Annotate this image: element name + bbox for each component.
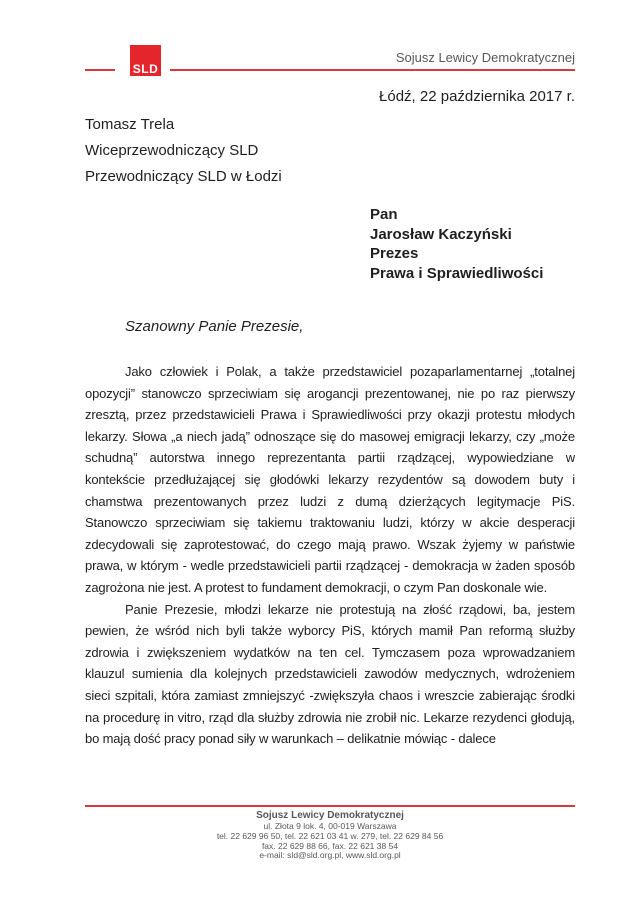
sld-logo	[130, 45, 161, 76]
recipient-block	[370, 205, 543, 283]
footer-rule	[85, 805, 575, 807]
paragraph-2: Panie Prezesie, młodzi lekarze nie protestują na złość rządowi, ba, jestem pewien, że wśród nich byli także wyborcy PiS, których mamił Pan reformą służby zdrowia i zwiększeniem wydatków na ten cel. Tymczasem poza wprowadzaniem klauzul sumienia dla kolejnych przedstawicieli zawodów medycznych, wdrożeniem sieci szpitali, która zamiast zmniejszyć -zwiększyła chaos i wreszcie zabierając środki na procedurę in vitro, rząd dla służby zdrowia nie zrobił nic. Lekarze rezydenci głodują, bo mają dość pracy ponad siły w warunkach – delikatnie mówiąc - dalece	[85, 601, 575, 747]
date-line: Łódź, 22 października 2017 r.	[379, 88, 575, 105]
paragraph-1: Jako człowiek i Polak, a także przedstawiciel pozaparlamentarnej „totalnej opozycji” stanowczo sprzeciwiam się arogancji prezentowanej, nie po raz pierwszy zresztą, przez przedstawicieli Prawa i Sprawiedliwości przy okazji protestu młodych lekarzy. Słowa „a niech jadą” odnoszące się do masowej emigracji lekarzy, czy „może schudną” autorstwa innego reprezentanta partii rządzącej, wypowiedziane w kontekście przedłużającej się głodówki lekarzy rezydentów są dowodem buty i chamstwa prezentowanych przez ludzi z dumą dzierżących legitymacje PiS. Stanowczo sprzeciwiam się takiemu traktowaniu ludzi, którzy w akcie desperacji zdecydowali się zaprotestować, do czego mają prawo. Wszak żyjemy w państwie prawa, w którym - wedle przedstawicieli partii rządzącej - demokracja w żaden sposób zagrożona nie jest. A protest to fundament demokracji, o czym Pan doskonale wie.	[85, 364, 575, 595]
sender-title-1: Wiceprzewodniczący SLD	[85, 142, 259, 159]
footer-org-name: Sojusz Lewicy Demokratycznej	[256, 810, 404, 821]
header-org-name: Sojusz Lewicy Demokratycznej	[395, 50, 575, 65]
footer-block	[85, 810, 575, 861]
sender-title-2: Przewodniczący SLD w Łodzi	[85, 168, 282, 185]
header-left-rule	[85, 69, 115, 71]
sld-logo-text: SLD	[132, 62, 159, 76]
footer-fax: fax. 22 629 88 66, fax. 22 621 38 54	[261, 840, 399, 851]
recipient-name: Jarosław Kaczyński	[370, 225, 512, 243]
header-rule	[170, 69, 575, 71]
letter-body	[85, 361, 575, 750]
footer-email-web: e-mail: sld@sld.org.pl, www.sld.org.pl	[259, 850, 401, 861]
salutation: Szanowny Panie Prezesie,	[125, 318, 304, 335]
recipient-title: Prezes	[370, 245, 419, 262]
recipient-honorific: Pan	[370, 206, 398, 223]
sender-name: Tomasz Trela	[85, 116, 175, 133]
sender-block	[85, 112, 282, 190]
footer-address: ul. Złota 9 lok. 4, 00-019 Warszawa	[263, 821, 397, 831]
recipient-org: Prawa i Sprawiedliwości	[370, 264, 544, 282]
footer-phones: tel. 22 629 96 50, tel. 22 621 03 41 w. 279, tel. 22 629 84 56	[216, 830, 444, 841]
